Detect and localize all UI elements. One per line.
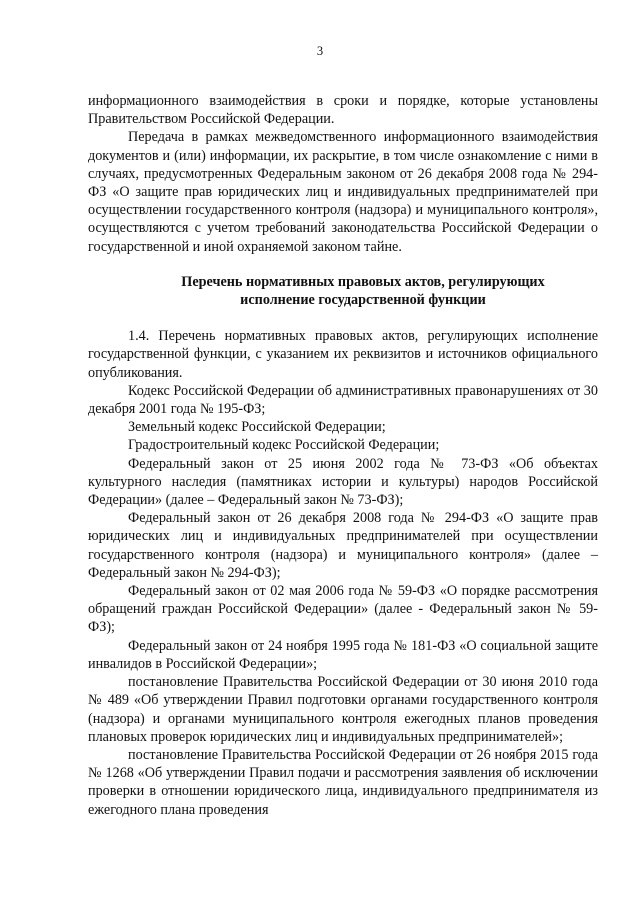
paragraph: Передача в рамках межведомственного информационного взаимодействия документов и (или) информации, их раскрытие, в том числе ознакомление с ними в случаях, предусмотренных Федеральным законом от 26 декабря 2008 года № 294-ФЗ «О защите прав юридических лиц и индивидуальных предпринимателей при осуществлении государственного контроля (надзора) и муниципального контроля», осуществляются с учетом требований законодательства Российской Федерации о государственной и иной охраняемой законом тайне. xyxy=(88,129,598,255)
list-item: Градостроительный кодекс Российской Федерации; xyxy=(128,437,440,454)
section-heading xyxy=(88,273,598,309)
section-heading-line: Перечень нормативных правовых актов, регулирующих xyxy=(181,273,545,290)
document-body xyxy=(88,92,598,819)
paragraph: 1.4. Перечень нормативных правовых актов, регулирующих исполнение государственной функции, с указанием их реквизитов и источников официального опубликования. xyxy=(88,328,598,381)
list-item: постановление Правительства Российской Федерации от 26 ноября 2015 года № 1268 «Об утверждении Правил подачи и рассмотрения заявления об исключении проверки в отношении юридического лица, индивидуального предпринимателя из ежегодного плана проведения xyxy=(88,746,598,818)
list-item: постановление Правительства Российской Федерации от 30 июня 2010 года № 489 «Об утверждении Правил подготовки органами государственного контроля (надзора) и органами муниципального контроля ежегодных планов проведения плановых проверок юридических лиц и индивидуальных предпринимателей»; xyxy=(88,674,598,745)
list-item: Федеральный закон от 26 декабря 2008 года № 294-ФЗ «О защите прав юридических лиц и индивидуальных предпринимателей при осуществлении государственного контроля (надзора) и муниципального контроля» (далее – Федеральный закон № 294-ФЗ); xyxy=(88,510,598,581)
list-item: Федеральный закон от 24 ноября 1995 года № 181-ФЗ «О социальной защите инвалидов в Российской Федерации»; xyxy=(88,637,598,672)
list-item: Кодекс Российской Федерации об административных правонарушениях от 30 декабря 2001 года № 195-ФЗ; xyxy=(88,382,598,418)
list-item: Земельный кодекс Российской Федерации; xyxy=(128,419,386,436)
list-item: Федеральный закон от 25 июня 2002 года № 73-ФЗ «Об объектах культурного наследия (памятниках истории и культуры) народов Российской Федерации» (далее – Федеральный закон № 73-ФЗ); xyxy=(88,455,598,509)
list-item: Федеральный закон от 02 мая 2006 года № 59-ФЗ «О порядке рассмотрения обращений граждан Российской Федерации» (далее - Федеральный закон № 59-ФЗ); xyxy=(88,583,598,636)
page-number: 3 xyxy=(316,44,324,58)
section-heading-line: исполнение государственной функции xyxy=(240,292,486,309)
paragraph: информационного взаимодействия в сроки и порядке, которые установлены Правительством Российской Федерации. xyxy=(88,93,598,128)
